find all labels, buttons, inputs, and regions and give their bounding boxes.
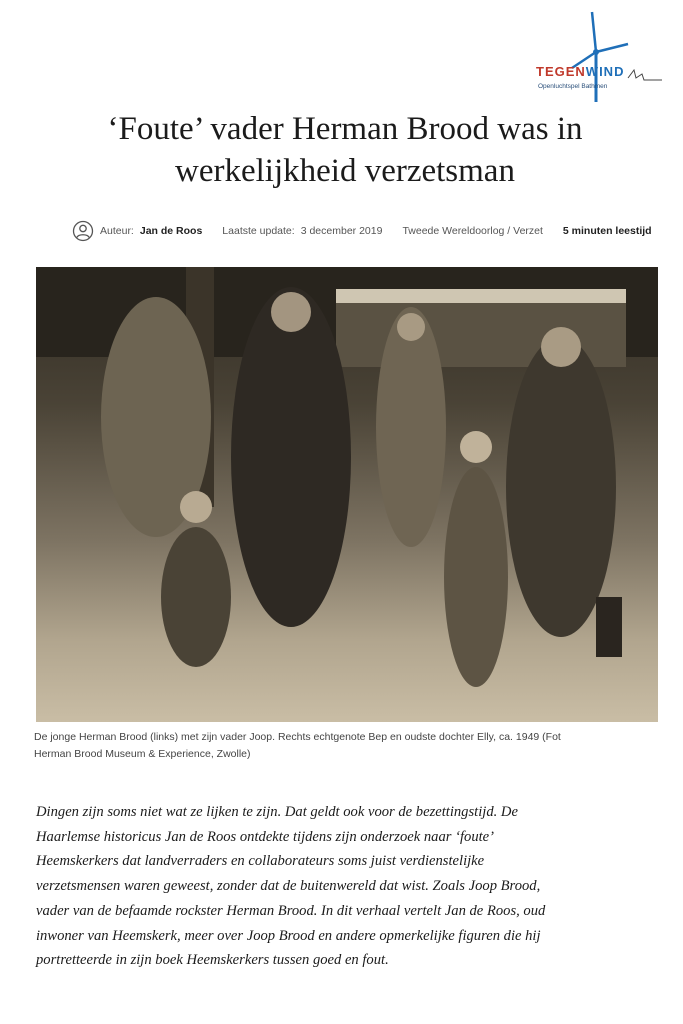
logo-wordmark: TEGENWIND [536,64,625,79]
intro-line: portretteerde in zijn boek Heemskerkers tussen goed en fout. [36,952,389,969]
family-photo-image [36,267,658,722]
tegenwind-logo[interactable] [532,8,672,104]
article-meta [72,220,672,242]
photo-caption [34,729,664,763]
user-icon [72,220,94,242]
update-label: Laatste update: [222,225,295,237]
title-line-1: ‘Foute’ vader Herman Brood was in [107,111,583,147]
intro-line: Heemskerkers dat landverraders en collaborateurs soms juist verdienstelijke [36,853,485,870]
author-name-link[interactable]: Jan de Roos [139,225,203,237]
category-link[interactable]: Tweede Wereldoorlog / Verzet [402,225,543,237]
intro-line: Dingen zijn soms niet wat ze lijken te zijn. Dat geldt ook voor de bezettingstijd. De [36,804,518,820]
intro-line: verzetsmensen waren geweest, zonder dat de buitenwereld dat wist. Zoals Joop Brood, [36,878,541,895]
logo-subtitle: Openluchtspel Bathmen [538,83,608,90]
author-label: Auteur: [100,225,134,237]
update-date: 3 december 2019 [300,225,383,237]
title-line-2: werkelijkheid verzetsman [175,153,515,189]
article-intro [36,800,666,973]
intro-line: Haarlemse historicus Jan de Roos ontdekte tijdens zijn onderzoek naar ‘foute’ [36,828,495,845]
read-time: 5 minuten leestijd [562,225,652,237]
intro-line: inwoner van Heemskerk, meer over Joop Brood en andere opmerkelijke figuren die hij [36,927,541,944]
article-title [30,108,660,192]
intro-line: vader van de befaamde rockster Herman Brood. In dit verhaal vertelt Jan de Roos, oud [36,902,546,919]
caption-line: De jonge Herman Brood (links) met zijn vader Joop. Rechts echtgenote Bep en oudste dochter Elly, ca. 1949 (Fot [34,731,561,743]
caption-line: Herman Brood Museum & Experience, Zwolle) [34,748,251,760]
